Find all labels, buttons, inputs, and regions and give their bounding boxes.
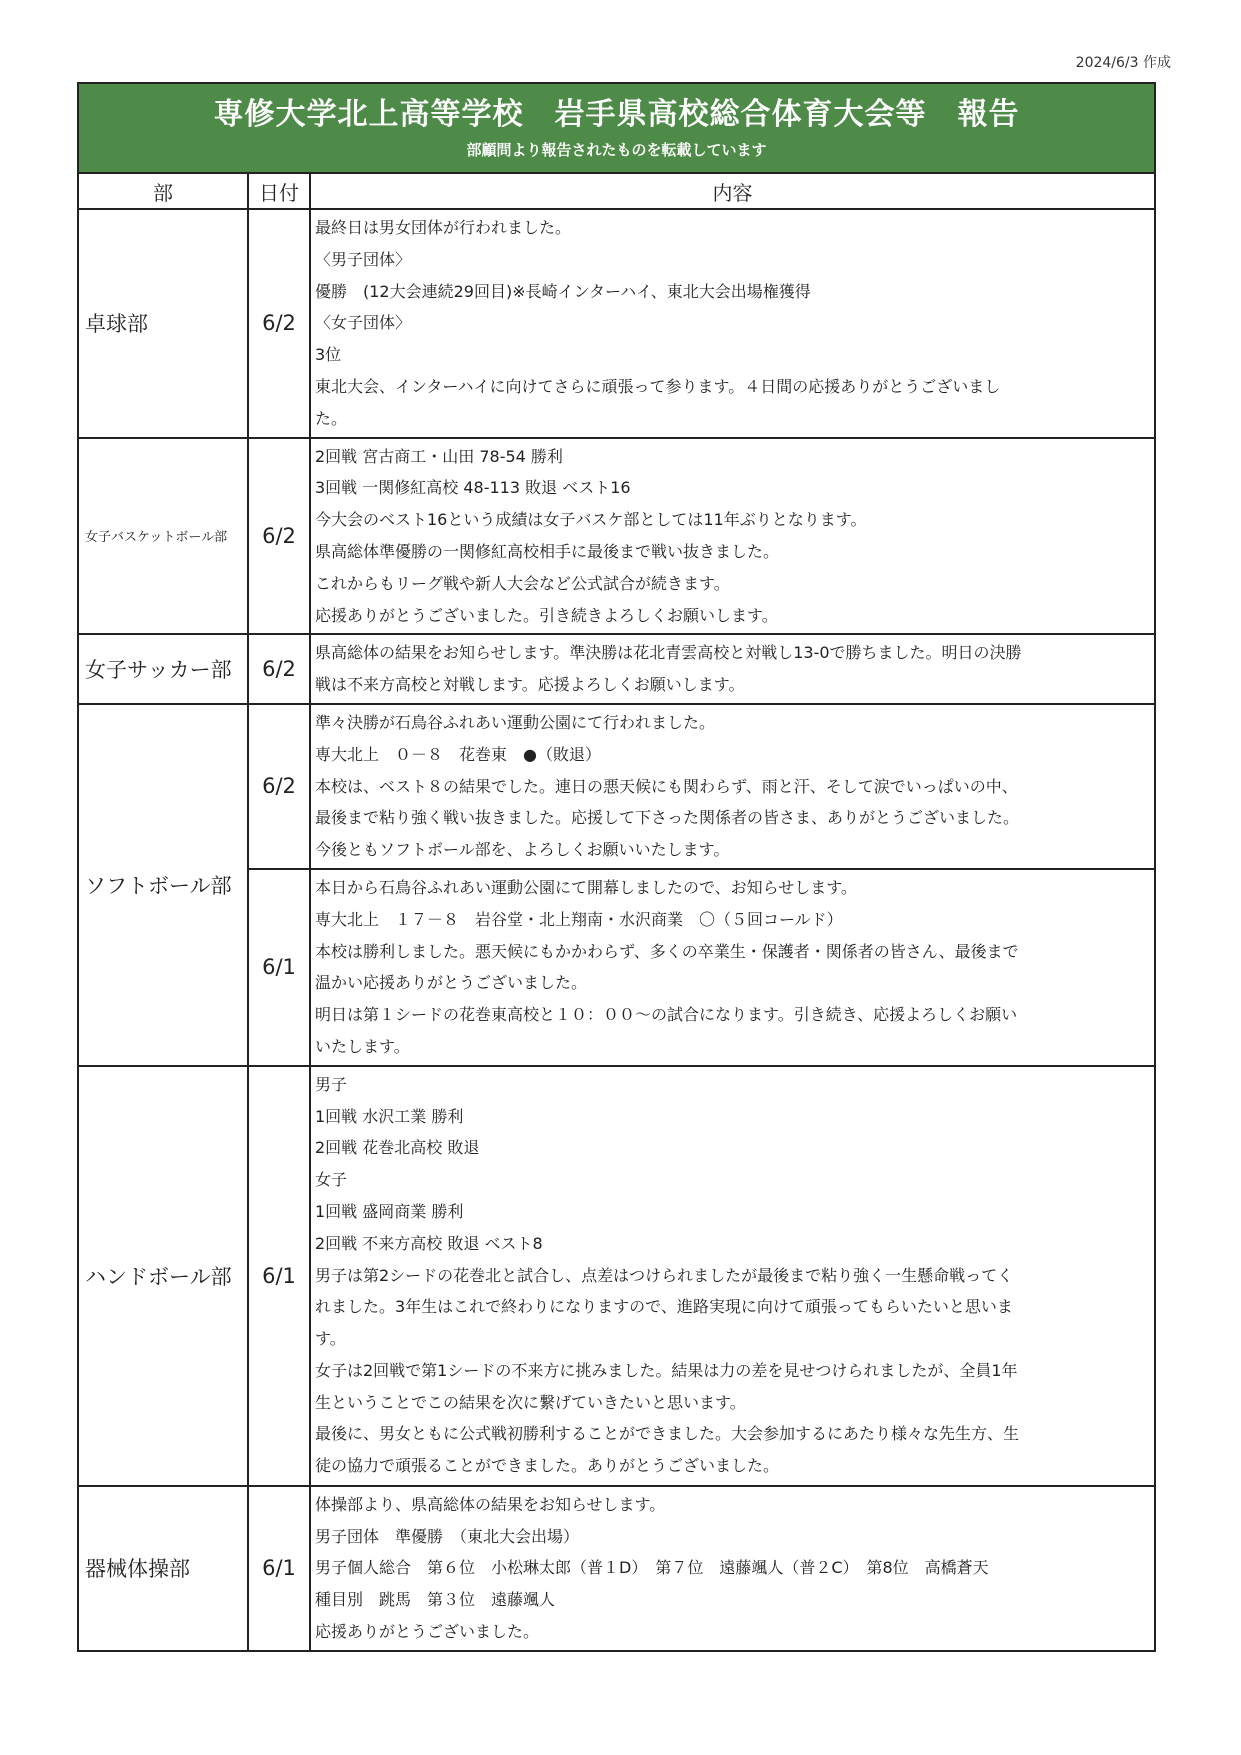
page-title: 専修大学北上高等学校 岩手県高校総合体育大会等 報告 (213, 97, 1020, 132)
banner-row (78, 83, 1155, 173)
club-cell: 女子バスケットボール部 (78, 438, 248, 635)
content-line: 今後ともソフトボール部を、よろしくお願いいたします。 (315, 840, 730, 860)
content-line: 生ということでこの結果を次に繋げていきたいと思います。 (315, 1392, 746, 1412)
content-line: 男子は第2シードの花巻北と試合し、点差はつけられましたが最後まで粘り強く一生懸命戦ってく (315, 1265, 1014, 1285)
content-line: 県高総体の結果をお知らせします。準決勝は花北青雲高校と対戦し13-0で勝ちました。明日の決勝 (315, 643, 1022, 663)
content-line: 優勝 (12大会連続29回目)※長崎インターハイ、東北大会出場権獲得 (315, 281, 811, 301)
content-line: 東北大会、インターハイに向けてさらに頑張って参ります。４日間の応援ありがとうございまし (315, 376, 1001, 396)
content-line: 準々決勝が石鳥谷ふれあい運動公園にて行われました。 (315, 712, 716, 732)
date-cell: 6/1 (248, 869, 310, 1066)
date-cell: 6/1 (248, 1486, 310, 1651)
content-line: 2回戦 不来方高校 敗退 ベスト8 (315, 1233, 543, 1253)
column-header-date: 日付 (248, 173, 310, 209)
content-line: 体操部より、県高総体の結果をお知らせします。 (315, 1494, 666, 1514)
content-cell (310, 1486, 1155, 1651)
column-header-content: 内容 (310, 173, 1155, 209)
date-cell: 6/2 (248, 704, 310, 869)
content-line: 今大会のベスト16という成績は女子バスケ部としては11年ぶりとなります。 (315, 510, 867, 530)
club-cell: ソフトボール部 (78, 704, 248, 1066)
content-line: た。 (315, 408, 348, 428)
content-line: 最後に、男女ともに公式戦初勝利することができました。大会参加するにあたり様々な先生方、生 (315, 1424, 1020, 1444)
content-line: 3回戦 一関修紅高校 48-113 敗退 ベスト16 (315, 478, 631, 498)
content-line: 〈男子団体〉 (315, 249, 412, 269)
page-subtitle: 部顧問より報告されたものを転載しています (466, 141, 767, 159)
content-line: 温かい応援ありがとうございました。 (315, 973, 588, 993)
content-line: 明日は第１シードの花巻東高校と１０：００～の試合になります。引き続き、応援よろしくお願い (315, 1005, 1018, 1025)
content-cell (310, 1066, 1155, 1486)
club-cell: 卓球部 (78, 209, 248, 438)
table-row (78, 209, 1155, 438)
content-line: 専大北上 ０－８ 花巻東 ●（敗退） (315, 744, 601, 764)
column-header-row (78, 173, 1155, 209)
content-line: れました。3年生はこれで終わりになりますので、進路実現に向けて頑張ってもらいたいと思いま (315, 1297, 1013, 1317)
club-cell: ハンドボール部 (78, 1066, 248, 1486)
content-line: 専大北上 １７－８ 岩谷堂・北上翔南・水沢商業 〇（５回コールド） (315, 909, 843, 929)
content-cell (310, 704, 1155, 869)
table-row (78, 438, 1155, 635)
content-line: 女子は2回戦で第1シードの不来方に挑みました。結果は力の差を見せつけられましたが、全員1年 (315, 1360, 1018, 1380)
content-line: いたします。 (315, 1036, 410, 1056)
table-row (78, 634, 1155, 704)
club-cell: 女子サッカー部 (78, 634, 248, 704)
content-line: 1回戦 盛岡商業 勝利 (315, 1201, 464, 1221)
table-row (78, 1066, 1155, 1486)
content-line: 県高総体準優勝の一関修紅高校相手に最後まで戦い抜きました。 (315, 541, 780, 561)
date-cell: 6/2 (248, 438, 310, 635)
content-line: 男子団体 準優勝 （東北大会出場） (315, 1526, 580, 1546)
content-line: 2回戦 花巻北高校 敗退 (315, 1138, 480, 1158)
report-table (77, 82, 1156, 1652)
content-line: 本校は勝利しました。悪天候にもかかわらず、多くの卒業生・保護者・関係者の皆さん、最後まで (315, 941, 1019, 961)
content-line: 1回戦 水沢工業 勝利 (315, 1106, 464, 1126)
content-line: 本校は、ベスト８の結果でした。連日の悪天候にも関わらず、雨と汗、そして涙でいっぱいの中、 (315, 776, 1018, 796)
content-line: 2回戦 宮古商工・山田 78-54 勝利 (315, 446, 563, 466)
content-cell (310, 209, 1155, 438)
date-cell: 6/2 (248, 634, 310, 704)
content-line: 応援ありがとうございました。 (315, 1621, 540, 1641)
date-cell: 6/1 (248, 1066, 310, 1486)
table-row (78, 704, 1155, 869)
content-line: 本日から石鳥谷ふれあい運動公園にて開幕しましたので、お知らせします。 (315, 877, 857, 897)
club-cell: 器械体操部 (78, 1486, 248, 1651)
content-line: 徒の協力で頑張ることができました。ありがとうございました。 (315, 1456, 780, 1476)
table-row (78, 1486, 1155, 1651)
content-line: 応援ありがとうございました。引き続きよろしくお願いします。 (315, 605, 778, 625)
created-date: 2024/6/3 作成 (1075, 55, 1171, 71)
content-line: 戦は不来方高校と対戦します。応援よろしくお願いします。 (315, 675, 745, 695)
content-line: 男子個人総合 第６位 小松琳太郎（普１D） 第７位 遠藤颯人（普２C） 第8位 高橋蒼天 (315, 1558, 989, 1578)
content-line: 種目別 跳馬 第３位 遠藤颯人 (315, 1590, 556, 1610)
date-cell: 6/2 (248, 209, 310, 438)
column-header-club: 部 (78, 173, 248, 209)
content-line: 最終日は男女団体が行われました。 (315, 218, 572, 237)
content-line: 3位 (315, 345, 342, 365)
content-cell (310, 438, 1155, 635)
content-line: これからもリーグ戦や新人大会など公式試合が続きます。 (315, 573, 730, 593)
content-line: 最後まで粘り強く戦い抜きました。応援して下さった関係者の皆さま、ありがとうございました。 (315, 808, 1020, 828)
content-line: 女子 (315, 1170, 348, 1190)
content-cell (310, 869, 1155, 1066)
banner (78, 83, 1155, 173)
content-line: 男子 (315, 1074, 348, 1094)
content-cell (310, 634, 1155, 704)
content-line: す。 (315, 1329, 346, 1349)
content-line: 〈女子団体〉 (315, 313, 412, 333)
